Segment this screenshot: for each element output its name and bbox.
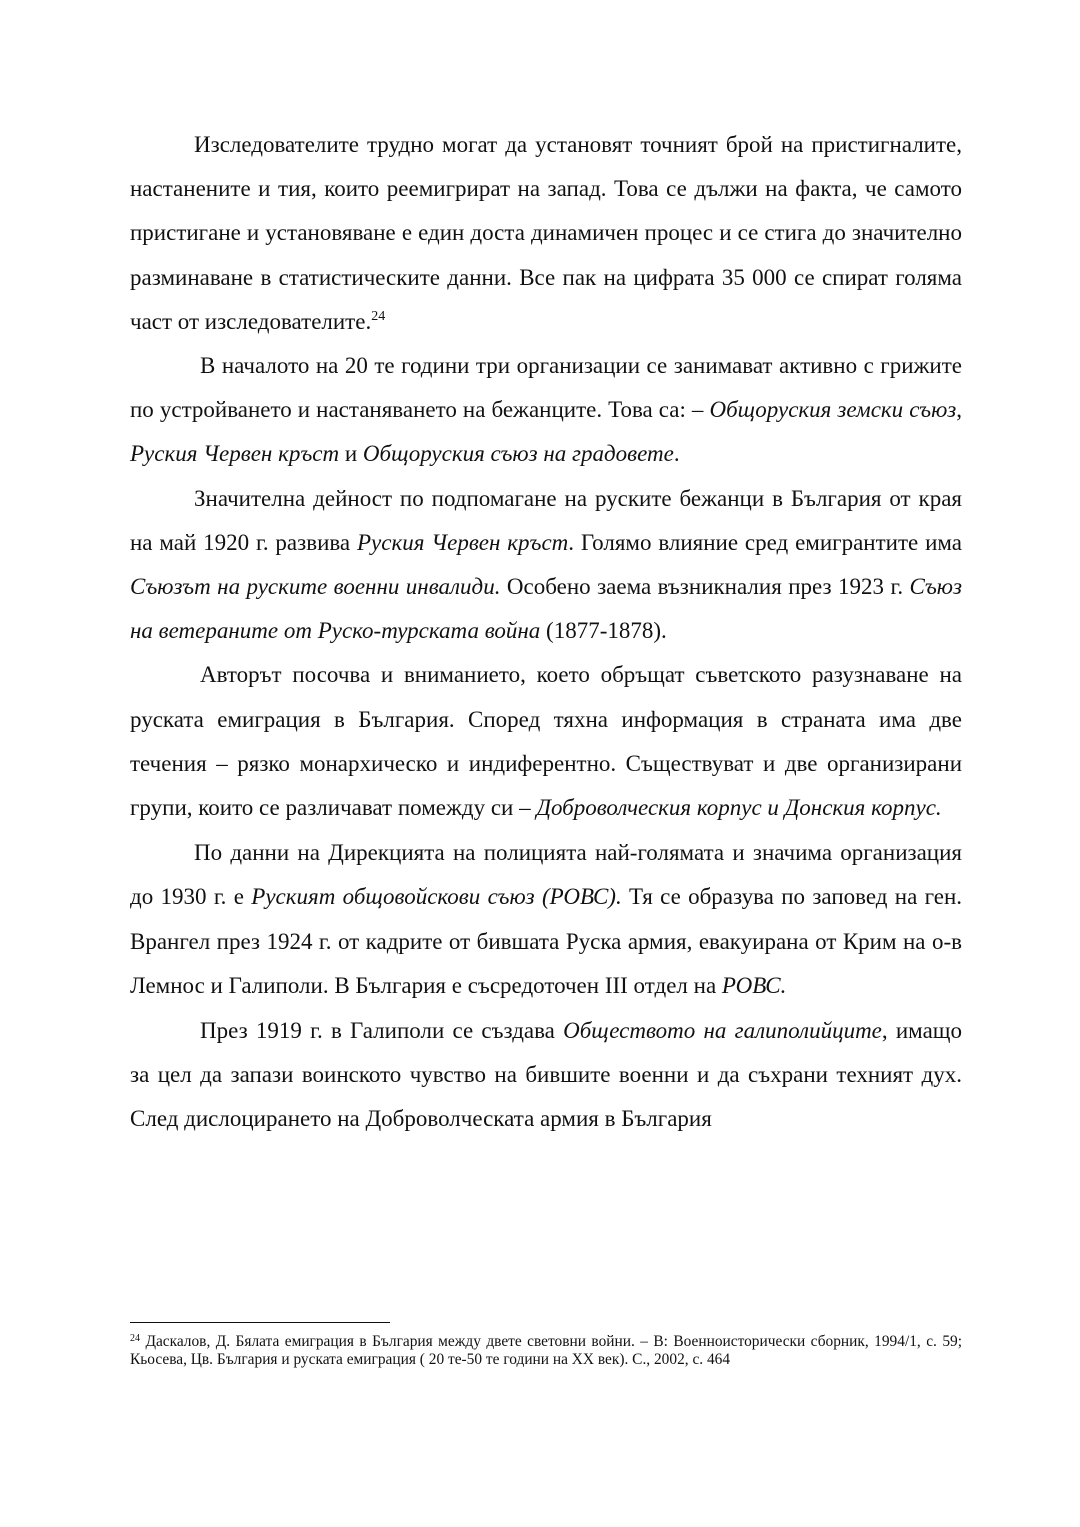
paragraph-2-text-d: . [673, 441, 680, 467]
paragraph-2 [130, 344, 962, 477]
organization-name-cities-union: Общоруския съюз на градовете [362, 441, 674, 467]
paragraph-2-text-a: В началото на 20 те години три организации се занимават активно с грижите по устройването и настаняването на бежанците. Това са: – [130, 353, 962, 423]
paragraph-6 [130, 1009, 962, 1142]
paragraph-1 [130, 123, 962, 344]
footnote-text: Даскалов, Д. Бялата емиграция в България между двете световни войни. – В: Военноисторически сборник, 1994/1, с. 59; Кьосева, Цв. България и руската емиграция ( 20 те-50 те години на XX век). С., 2002, с. 464 [130, 1333, 962, 1369]
organization-name-rovs: РОВС. [721, 972, 787, 998]
organization-name-zemski: Общоруския земски съюз [709, 397, 957, 423]
paragraph-4 [130, 653, 962, 830]
footnote-number: 24 [130, 1333, 140, 1344]
organization-name-rovs-full: Руският общовойскови съюз (РОВС). [251, 884, 622, 910]
paragraph-5-text-b: Тя се образува по заповед на ген. Врангел през 1924 г. от кадрите от бившата Руска армия, евакуирана от Крим на о-в Лемнос и Галиполи. В България е съсредоточен III отдел на [130, 884, 963, 998]
paragraph-6-text-b: , имащо за цел да запази воинското чувство на бившите военни и да съхрани техният дух. След дислоцирането на Доброволческата армия в България [130, 1018, 962, 1132]
paragraph-1-text: Изследователите трудно могат да установят точният брой на пристигналите, настанените и тия, които реемигрират на запад. Това се дължи на факта, че самото пристигане и установяване е един доста динамичен процес и се стига до значително разминаване в статистическите данни. Все пак на цифрата 35 000 се спират голяма част от изследователите. [130, 132, 962, 334]
paragraph-5-text-a: По данни на Дирекцията на полицията най-голямата и значима организация до 1930 г. е [130, 840, 962, 910]
paragraph-2-text-b: , [956, 397, 963, 423]
organization-name-red-cross: Руския Червен кръст [130, 441, 340, 467]
paragraph-4-text-a: Авторът посочва и вниманието, което обръщат съветското разузнаване на руската емиграция в България. Според тяхна информация в страната има две течения – рязко монархическо и индиферентно. Съществуват и две организирани групи, които се различават помежду си – [130, 662, 962, 821]
footnote-reference[interactable]: 24 [371, 308, 386, 324]
paragraph-2-text-c: и [339, 441, 363, 467]
organization-name-red-cross: Руския Червен кръст [357, 529, 569, 555]
footnote-separator [130, 1322, 390, 1323]
organization-name-corps: Доброволческия корпус и Донския корпус. [536, 795, 942, 821]
paragraph-3-text-a: Значителна дейност по подпомагане на руските бежанци в България от края на май 1920 г. развива [130, 485, 962, 555]
paragraph-3-text-b: . Голямо влияние сред емигрантите има [568, 529, 962, 555]
paragraph-3 [130, 477, 962, 654]
organization-name-gallipoli-society: Обществото на галиполийците [563, 1018, 882, 1044]
body-text [130, 123, 962, 1142]
organization-name-invalids-union: Съюзът на руските военни инвалиди. [130, 574, 501, 600]
paragraph-5 [130, 831, 962, 1008]
footnote [130, 1333, 962, 1369]
paragraph-3-text-d: (1877-1878). [540, 618, 667, 644]
paragraph-6-text-a: През 1919 г. в Галиполи се създава [200, 1018, 564, 1044]
organization-name-veterans-union: Съюз на ветераните от Руско-турската война [130, 574, 962, 644]
paragraph-3-text-c: Особено заема възникналия през 1923 г. [500, 574, 910, 600]
